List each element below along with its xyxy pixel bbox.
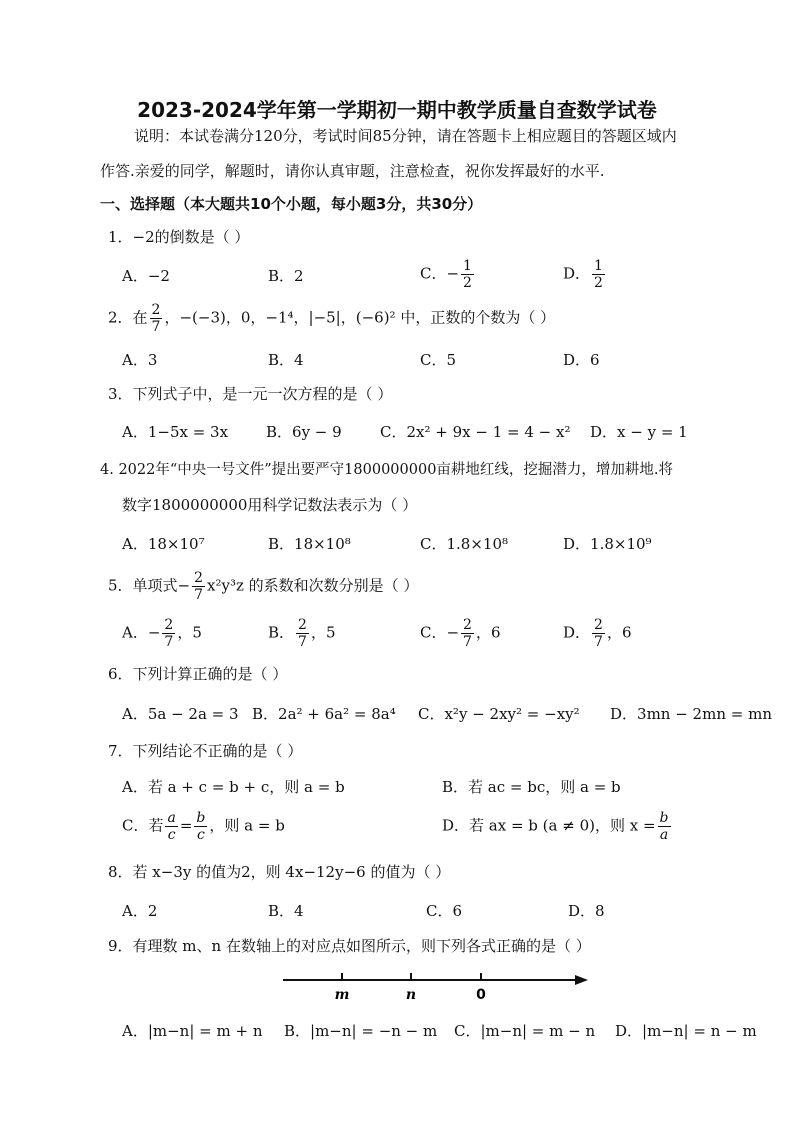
q8-stem: 8．若 x−3y 的值为2，则 4x−12y−6 的值为（ ）: [108, 863, 451, 881]
q1-stem: 1．−2的倒数是（ ）: [108, 228, 250, 246]
q3-stem: 3．下列式子中，是一元一次方程的是（ ）: [108, 385, 393, 403]
q6-stem: 6．下列计算正确的是（ ）: [108, 665, 288, 683]
label-n: n: [405, 987, 417, 1003]
q2-option-b: B．4: [268, 351, 304, 369]
q6-option-a: A．5a − 2a = 3: [122, 705, 239, 723]
q8-option-d: D．8: [568, 902, 605, 920]
q9-stem: 9．有理数 m、n 在数轴上的对应点如图所示，则下列各式正确的是（ ）: [108, 937, 591, 955]
q3-option-c: C．2x² + 9x − 1 = 4 − x²: [380, 423, 571, 441]
q4-line2: 数字1800000000用科学记数法表示为（ ）: [122, 496, 418, 514]
q1-option-d: D． $\frac{1}{2}$: [563, 258, 603, 291]
q4-option-b: B．18×10⁸: [268, 535, 351, 553]
q3-option-b: B．6y − 9: [266, 423, 342, 441]
q6-option-b: B．2a² + 6a² = 8a⁴: [252, 705, 396, 723]
q7-option-a: A．若 a + c = b + c，则 a = b: [122, 778, 345, 796]
q7-stem: 7．下列结论不正确的是（ ）: [108, 742, 303, 760]
q6-option-d: D．3mn − 2mn = mn: [610, 705, 772, 723]
q6-option-c: C．x²y − 2xy² = −xy²: [418, 705, 580, 723]
q8-option-c: C．6: [426, 902, 463, 920]
q7-option-c: C．若 $\frac{a}{c}$ = $\frac{b}{c}$ ，则 a = b: [122, 810, 285, 843]
section-heading: 一、选择题（本大题共10个小题，每小题3分，共30分）: [100, 195, 483, 213]
q9-option-a: A．|m−n| = m + n: [122, 1022, 263, 1040]
label-zero: 0: [476, 987, 486, 1003]
label-m: m: [334, 987, 350, 1003]
q4-option-c: C．1.8×10⁸: [420, 535, 509, 553]
number-line: [283, 968, 588, 1008]
q7-option-d: D．若 ax = b (a ≠ 0)，则 x = $\frac{b}{a}$: [442, 810, 669, 843]
number-line-figure: [283, 968, 588, 1008]
q1-option-a: A．−2: [122, 267, 170, 285]
q7-option-b: B．若 ac = bc，则 a = b: [442, 778, 621, 796]
q2-option-d: D．6: [563, 351, 600, 369]
q9-option-b: B．|m−n| = −n − m: [284, 1022, 438, 1040]
q4-option-a: A．18×10⁷: [122, 535, 205, 553]
page-title: 2023-2024学年第一学期初一期中教学质量自查数学试卷: [137, 98, 657, 122]
instructions-line2: 作答.亲爱的同学，解题时，请你认真审题，注意检查，祝你发挥最好的水平.: [100, 162, 605, 180]
q2-stem: 2．在 $\frac{2}{7}$ ，−(−3)，0，−1⁴，|−5|，(−6)² 中，正数的个数为（ ）: [108, 302, 556, 335]
q9-option-d: D．|m−n| = n − m: [615, 1022, 757, 1040]
q3-option-a: A．1−5x = 3x: [122, 423, 229, 441]
q1-option-c: C．− $\frac{1}{2}$: [420, 258, 472, 291]
q3-option-d: D．x − y = 1: [590, 423, 688, 441]
q4-line1: 4. 2022年“中央一号文件”提出要严守1800000000亩耕地红线，挖掘潜力，增加耕地.将: [100, 462, 674, 478]
q5-option-d: D． $\frac{2}{7}$ ，6: [563, 617, 632, 650]
q4-option-d: D．1.8×10⁹: [563, 535, 652, 553]
q2-option-c: C．5: [420, 351, 457, 369]
number-line-arrow: [575, 975, 588, 985]
q5-stem: 5．单项式− $\frac{2}{7}$ x²y³z 的系数和次数分别是（ ）: [108, 570, 419, 603]
q9-option-c: C．|m−n| = m − n: [454, 1022, 596, 1040]
q8-option-a: A．2: [122, 902, 158, 920]
q1-option-b: B．2: [268, 267, 304, 285]
q5-option-b: B． $\frac{2}{7}$ ，5: [268, 617, 336, 650]
q5-option-a: A．− $\frac{2}{7}$ ，5: [122, 617, 202, 650]
instructions-line1: 说明：本试卷满分120分，考试时间85分钟，请在答题卡上相应题目的答题区域内: [134, 127, 677, 145]
q8-option-b: B．4: [268, 902, 304, 920]
q2-option-a: A．3: [122, 351, 158, 369]
q5-option-c: C．− $\frac{2}{7}$ ，6: [420, 617, 501, 650]
